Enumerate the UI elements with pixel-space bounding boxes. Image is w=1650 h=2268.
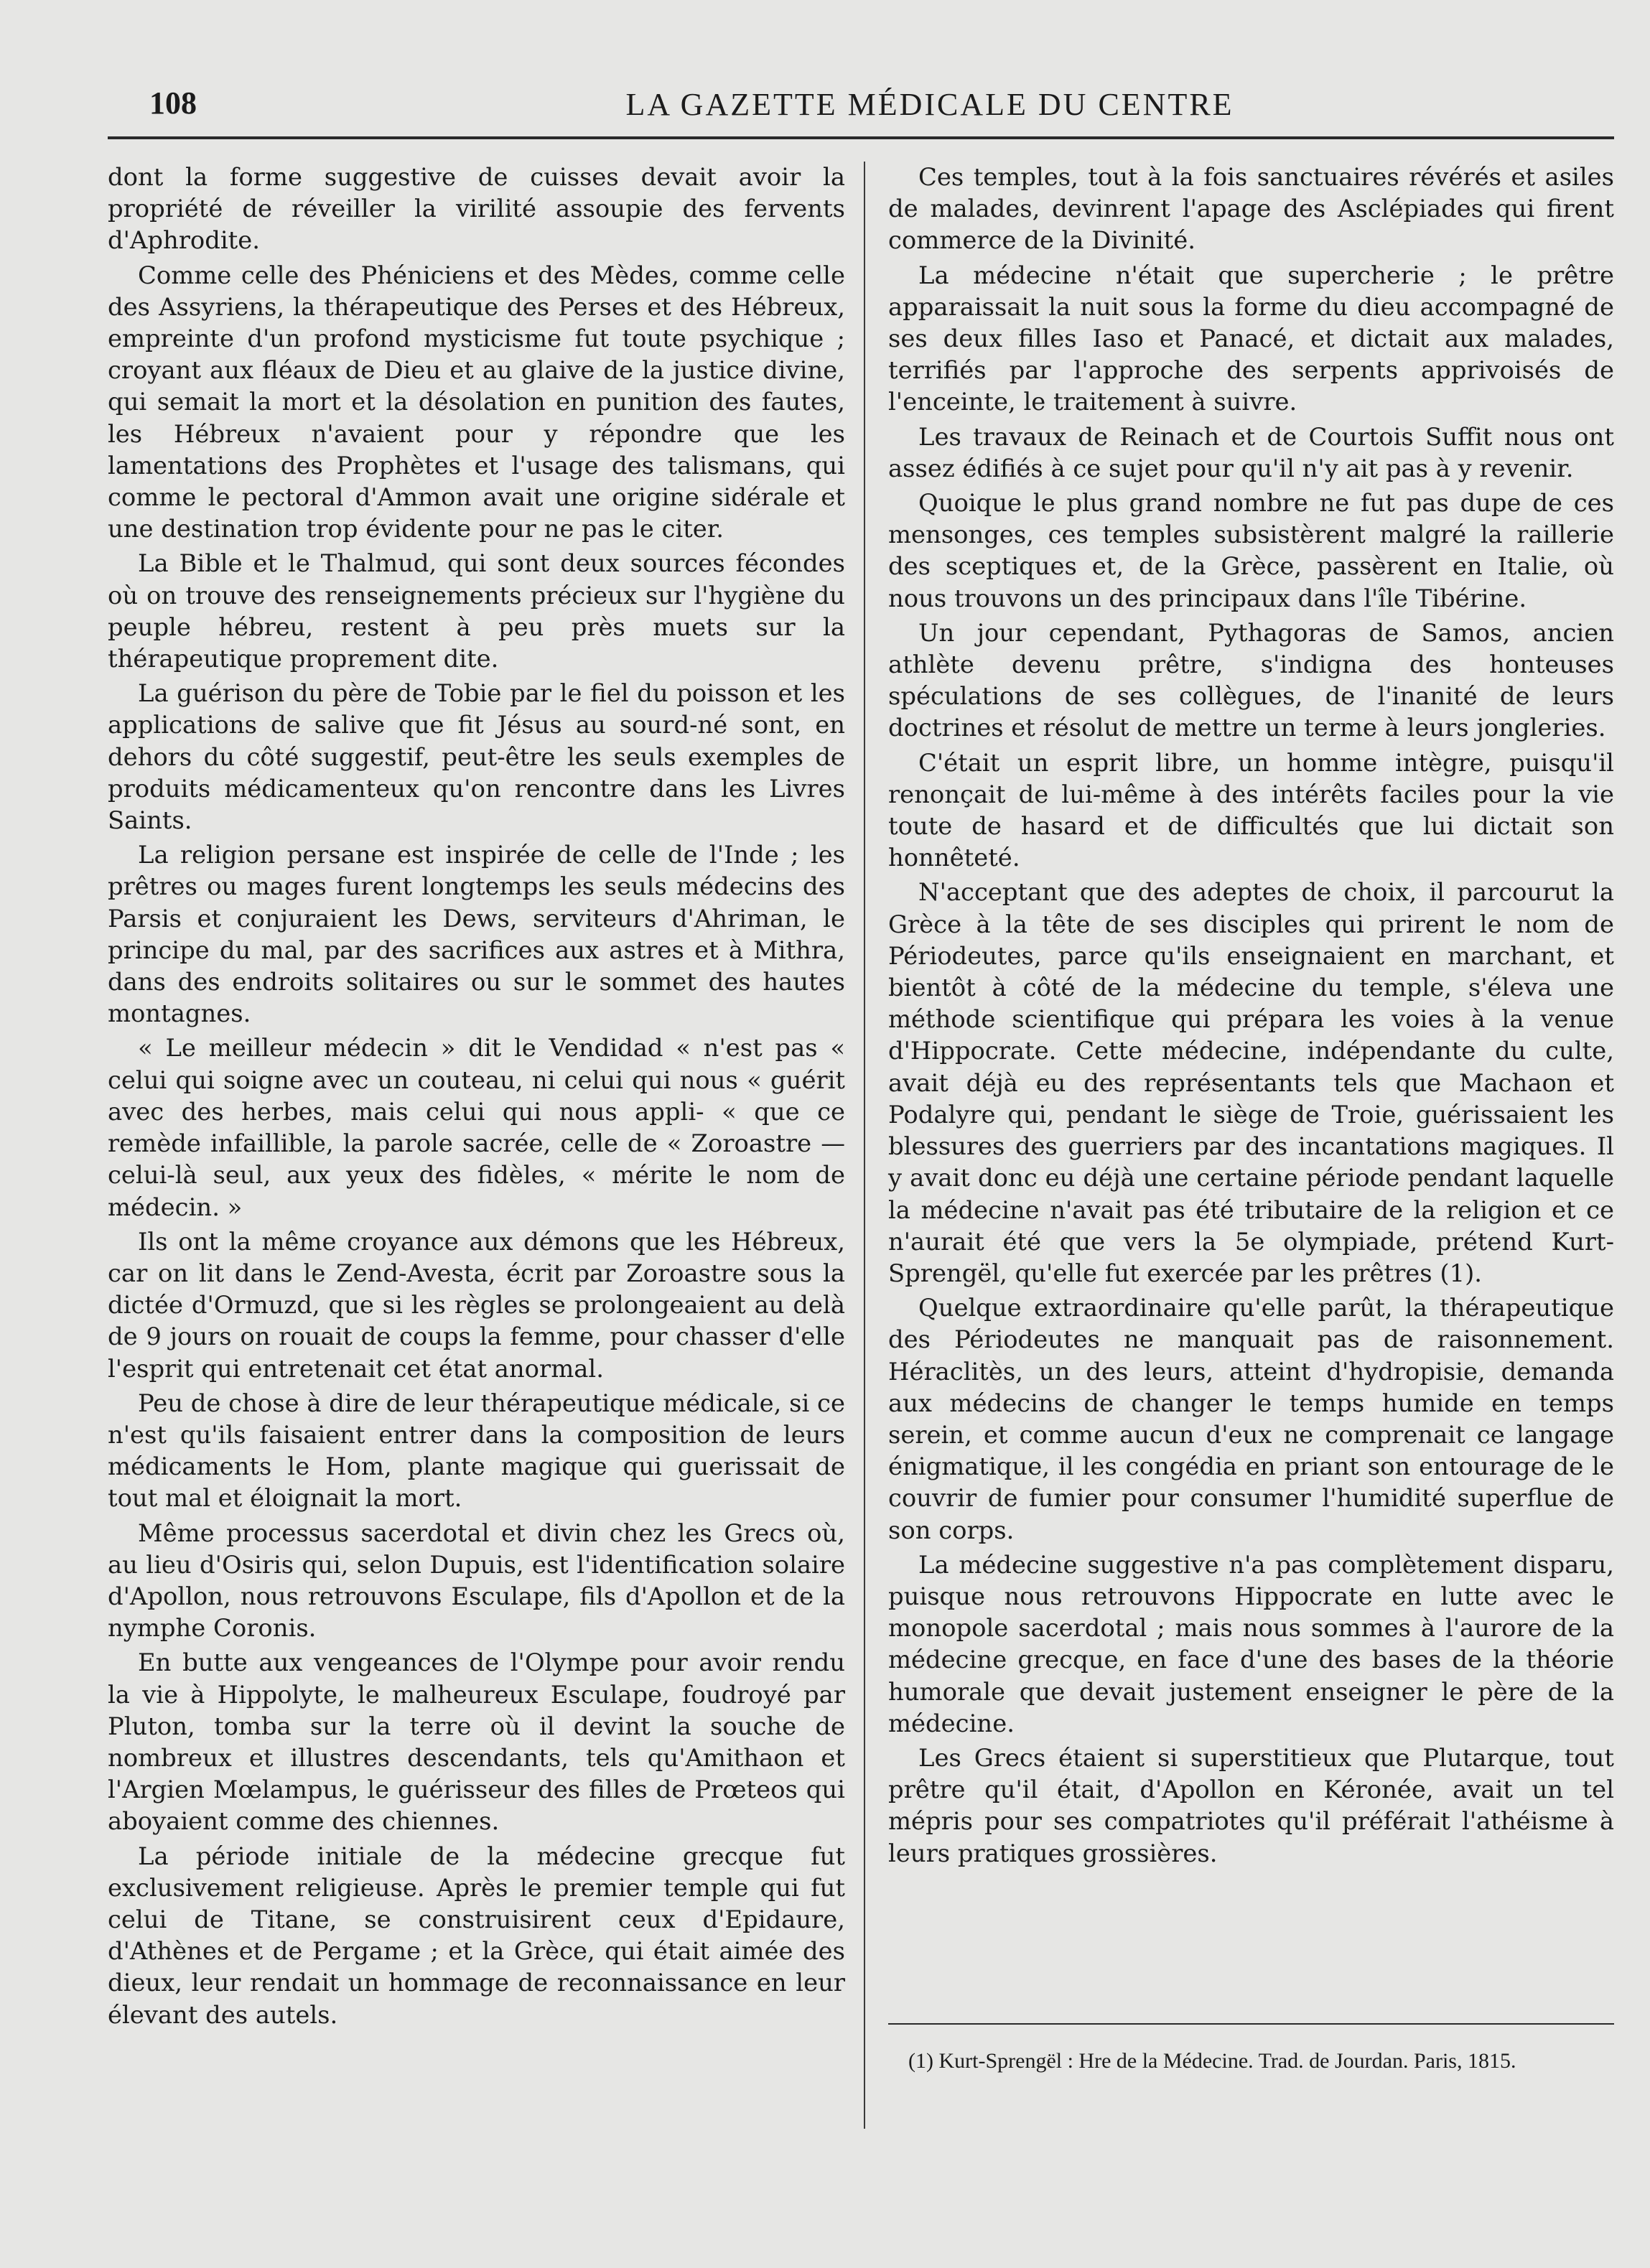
paragraph: En butte aux vengeances de l'Olympe pour avoir rendu la vie à Hippolyte, le malheureux Esculape, foudroyé par Pluton, tomba sur la terre où il devint la souche de nombreux et illustres descendants, tels qu'Amithaon et l'Argien Mœlampus, le guérisseur des filles de Prœteos qui aboyaient comme des chiennes. xyxy=(108,1648,845,1836)
paragraph: La période initiale de la médecine grecque fut exclusivement religieuse. Après le premier temple qui fut celui de Titane, se construisirent ceux d'Epidaure, d'Athènes et de Pergame ; et la Grèce, qui était aimée des dieux, leur rendait un hommage de reconnaissance en leur élevant des autels. xyxy=(108,1842,845,2029)
footnote-rule xyxy=(888,2023,1614,2025)
left-column xyxy=(108,162,845,2034)
header-rule xyxy=(108,136,1614,139)
page-number: 108 xyxy=(149,85,197,121)
paragraph: Les travaux de Reinach et de Courtois Suffit nous ont assez édifiés à ce sujet pour qu'il n'y ait pas à y revenir. xyxy=(888,422,1614,482)
column-divider xyxy=(864,162,865,2129)
paragraph: La religion persane est inspirée de celle de l'Inde ; les prêtres ou mages furent longtemps les seuls médecins des Parsis et conjuraient les Dews, serviteurs d'Ahriman, le principe du mal, par des sacrifices aux astres et à Mithra, dans des endroits solitaires ou sur le sommet des hautes montagnes. xyxy=(108,841,845,1028)
paragraph: C'était un esprit libre, un homme intègre, puisqu'il renonçait de lui-même à des intérêts faciles pour la vie toute de hasard et de difficultés que lui dictait son honnêteté. xyxy=(888,748,1614,872)
footnote: (1) Kurt-Sprengël : Hre de la Médecine. Trad. de Jourdan. Paris, 1815. xyxy=(908,2049,1516,2073)
paragraph: La médecine suggestive n'a pas complètement disparu, puisque nous retrouvons Hippocrate en lutte avec le monopole sacerdotal ; mais nous sommes à l'aurore de la médecine grecque, en face d'une des bases de la théorie humorale que devait justement enseigner le père de la médecine. xyxy=(888,1550,1614,1737)
quote-paragraph: « Le meilleur médecin » dit le Vendidad « n'est pas « celui qui soigne avec un couteau, ni celui qui nous « guérit avec des herbes, mais celui qui nous appli- « que ce remède infaillible, la parole sacrée, celle de « Zoroastre — celui-là seul, aux yeux des fidèles, « mérite le nom de médecin. » xyxy=(108,1034,845,1221)
right-column xyxy=(888,162,1614,1872)
paragraph: Quelque extraordinaire qu'elle parût, la thérapeutique des Périodeutes ne manquait pas de raisonnement. Héraclitès, un des leurs, atteint d'hydropisie, demanda aux médecins de changer le temps humide en temps serein, et comme aucun d'eux ne comprenait ce langage énigmatique, il les congédia en priant son entourage de le couvrir de fumier pour consumer l'humidité superflue de son corps. xyxy=(888,1294,1614,1544)
paragraph: La médecine n'était que supercherie ; le prêtre apparaissait la nuit sous la forme du dieu accompagné de ses deux filles Iaso et Panacé, et dictait aux malades, terrifiés par l'approche des serpents apprivoisés de l'enceinte, le traitement à suivre. xyxy=(888,261,1614,416)
paragraph: Peu de chose à dire de leur thérapeutique médicale, si ce n'est qu'ils faisaient entrer dans la composition de leurs médicaments le Hom, plante magique qui guerissait de tout mal et éloignait la mort. xyxy=(108,1389,845,1513)
paragraph: Ils ont la même croyance aux démons que les Hébreux, car on lit dans le Zend-Avesta, écrit par Zoroastre sous la dictée d'Ormuzd, que si les règles se prolongeaient au delà de 9 jours on rouait de coups la femme, pour chasser d'elle l'esprit qui entretenait cet état anormal. xyxy=(108,1227,845,1383)
paragraph: Un jour cependant, Pythagoras de Samos, ancien athlète devenu prêtre, s'indigna des honteuses spéculations de ses collègues, de l'inanité de leurs doctrines et résolut de mettre un terme à leurs jongleries. xyxy=(888,618,1614,742)
paragraph: Les Grecs étaient si superstitieux que Plutarque, tout prêtre qu'il était, d'Apollon en Kéronée, avait un tel mépris pour ses compatriotes qu'il préférait l'athéisme à leurs pratiques grossières. xyxy=(888,1743,1614,1867)
paragraph: Quoique le plus grand nombre ne fut pas dupe de ces mensonges, ces temples subsistèrent malgré la raillerie des sceptiques et, de la Grèce, passèrent en Italie, où nous trouvons un des principaux dans l'île Tibérine. xyxy=(888,489,1614,612)
paragraph: dont la forme suggestive de cuisses devait avoir la propriété de réveiller la virilité assoupie des fervents d'Aphrodite. xyxy=(108,163,845,255)
paragraph: Ces temples, tout à la fois sanctuaires révérés et asiles de malades, devinrent l'apage des Asclépiades qui firent commerce de la Divinité. xyxy=(888,163,1614,255)
paragraph: Comme celle des Phéniciens et des Mèdes, comme celle des Assyriens, la thérapeutique des Perses et des Hébreux, empreinte d'un profond mysticisme fut toute psychique ; croyant aux fléaux de Dieu et au glaive de la justice divine, qui semait la mort et la désolation en punition des fautes, les Hébreux n'avaient pour y répondre que les lamentations des Prophètes et l'usage des talismans, qui comme le pectoral d'Ammon avait une origine sidérale et une destination trop évidente pour ne pas le citer. xyxy=(108,261,845,543)
paragraph: La Bible et le Thalmud, qui sont deux sources fécondes où on trouve des renseignements précieux sur l'hygiène du peuple hébreu, restent à peu près muets sur la thérapeutique proprement dite. xyxy=(108,549,845,673)
paragraph: N'acceptant que des adeptes de choix, il parcourut la Grèce à la tête de ses disciples qui prirent le nom de Périodeutes, parce qu'ils enseignaient en marchant, et bientôt à côté de la médecine du temple, s'éleva une méthode scientifique qui prépara les voies à la venue d'Hippocrate. Cette médecine, indépendante du culte, avait déjà eu des représentants tels que Machaon et Podalyre qui, pendant le siège de Troie, guérissaient les blessures des guerriers par des incantations magiques. Il y avait donc eu déjà une certaine période pendant laquelle la médecine n'avait pas été tributaire de la religion et ce n'aurait été que vers la 5e olympiade, prétend Kurt-Sprengël, qu'elle fut exercée par les prêtres (1). xyxy=(888,878,1614,1287)
paragraph: La guérison du père de Tobie par le fiel du poisson et les applications de salive que fit Jésus au sourd-né sont, en dehors du côté suggestif, peut-être les seuls exemples de produits médicamenteux qu'on rencontre dans les Livres Saints. xyxy=(108,679,845,835)
journal-title: LA GAZETTE MÉDICALE DU CENTRE xyxy=(625,87,1234,122)
paragraph: Même processus sacerdotal et divin chez les Grecs où, au lieu d'Osiris qui, selon Dupuis, est l'identification solaire d'Apollon, nous retrouvons Esculape, fils d'Apollon et de la nymphe Coronis. xyxy=(108,1518,845,1643)
